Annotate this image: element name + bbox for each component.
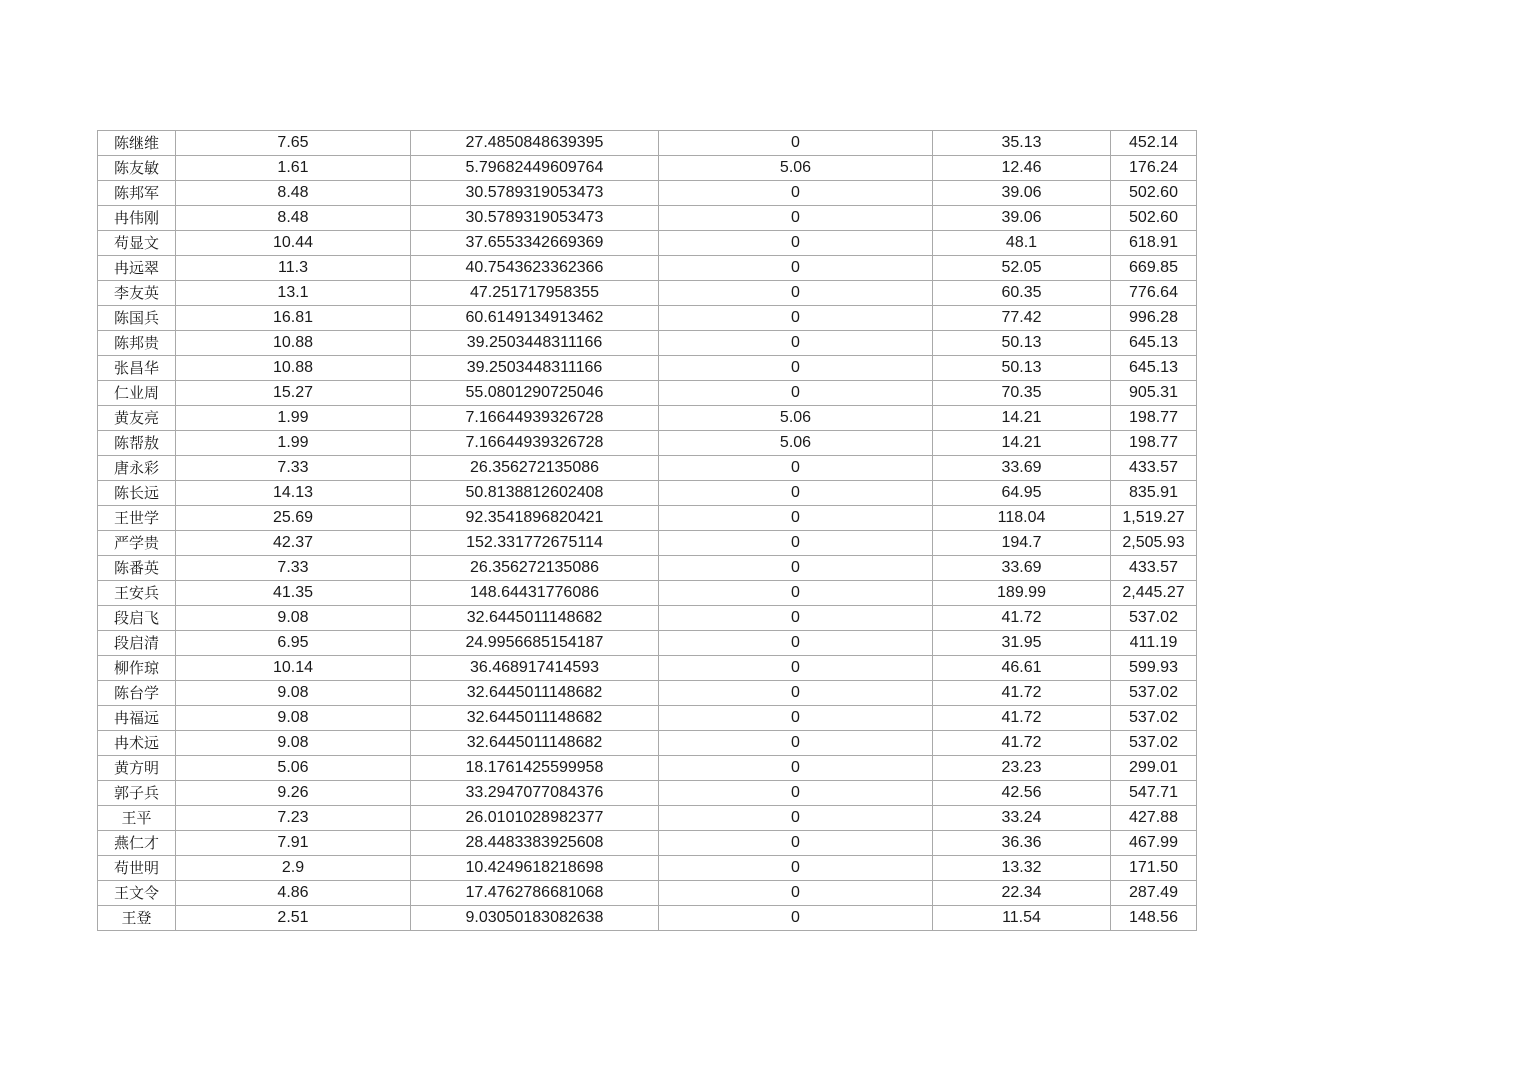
- value-cell-1: 7.91: [176, 831, 411, 856]
- value-cell-2: 26.0101028982377: [411, 806, 659, 831]
- value-cell-3: 0: [659, 906, 933, 931]
- value-cell-2: 36.468917414593: [411, 656, 659, 681]
- value-cell-2: 30.5789319053473: [411, 181, 659, 206]
- value-cell-2: 7.16644939326728: [411, 431, 659, 456]
- name-cell: 严学贵: [98, 531, 176, 556]
- table-row: [98, 231, 1197, 256]
- table-row: [98, 581, 1197, 606]
- table-row: [98, 256, 1197, 281]
- total-cell: 835.91: [1111, 481, 1197, 506]
- table-row: [98, 731, 1197, 756]
- name-cell: 柳作琼: [98, 656, 176, 681]
- value-cell-2: 30.5789319053473: [411, 206, 659, 231]
- value-cell-2: 55.0801290725046: [411, 381, 659, 406]
- value-cell-4: 194.7: [933, 531, 1111, 556]
- name-cell: 黄友亮: [98, 406, 176, 431]
- value-cell-2: 47.251717958355: [411, 281, 659, 306]
- total-cell: 537.02: [1111, 731, 1197, 756]
- table-row: [98, 706, 1197, 731]
- value-cell-3: 0: [659, 631, 933, 656]
- value-cell-4: 33.24: [933, 806, 1111, 831]
- value-cell-1: 8.48: [176, 206, 411, 231]
- name-cell: 李友英: [98, 281, 176, 306]
- value-cell-3: 0: [659, 856, 933, 881]
- table-row: [98, 906, 1197, 931]
- value-cell-3: 5.06: [659, 406, 933, 431]
- name-cell: 陈台学: [98, 681, 176, 706]
- total-cell: 427.88: [1111, 806, 1197, 831]
- value-cell-1: 41.35: [176, 581, 411, 606]
- value-cell-3: 0: [659, 331, 933, 356]
- value-cell-4: 64.95: [933, 481, 1111, 506]
- value-cell-2: 32.6445011148682: [411, 731, 659, 756]
- value-cell-4: 77.42: [933, 306, 1111, 331]
- value-cell-1: 7.33: [176, 456, 411, 481]
- value-cell-4: 12.46: [933, 156, 1111, 181]
- value-cell-3: 0: [659, 606, 933, 631]
- total-cell: 171.50: [1111, 856, 1197, 881]
- total-cell: 1,519.27: [1111, 506, 1197, 531]
- table-row: [98, 431, 1197, 456]
- value-cell-4: 70.35: [933, 381, 1111, 406]
- value-cell-1: 5.06: [176, 756, 411, 781]
- value-cell-4: 31.95: [933, 631, 1111, 656]
- value-cell-2: 148.64431776086: [411, 581, 659, 606]
- value-cell-1: 15.27: [176, 381, 411, 406]
- total-cell: 776.64: [1111, 281, 1197, 306]
- value-cell-4: 22.34: [933, 881, 1111, 906]
- table-row: [98, 656, 1197, 681]
- value-cell-3: 0: [659, 581, 933, 606]
- value-cell-4: 14.21: [933, 406, 1111, 431]
- value-cell-2: 27.4850848639395: [411, 131, 659, 156]
- total-cell: 645.13: [1111, 331, 1197, 356]
- value-cell-2: 18.1761425599958: [411, 756, 659, 781]
- table-row: [98, 856, 1197, 881]
- table-row: [98, 181, 1197, 206]
- name-cell: 张昌华: [98, 356, 176, 381]
- table-row: [98, 531, 1197, 556]
- value-cell-3: 0: [659, 831, 933, 856]
- name-cell: 段启清: [98, 631, 176, 656]
- name-cell: 冉术远: [98, 731, 176, 756]
- value-cell-2: 7.16644939326728: [411, 406, 659, 431]
- table-row: [98, 606, 1197, 631]
- value-cell-2: 40.7543623362366: [411, 256, 659, 281]
- table-row: [98, 131, 1197, 156]
- total-cell: 2,505.93: [1111, 531, 1197, 556]
- total-cell: 996.28: [1111, 306, 1197, 331]
- total-cell: 433.57: [1111, 456, 1197, 481]
- value-cell-1: 11.3: [176, 256, 411, 281]
- value-cell-4: 13.32: [933, 856, 1111, 881]
- value-cell-1: 7.23: [176, 806, 411, 831]
- value-cell-1: 25.69: [176, 506, 411, 531]
- table-row: [98, 456, 1197, 481]
- total-cell: 198.77: [1111, 431, 1197, 456]
- value-cell-4: 42.56: [933, 781, 1111, 806]
- value-cell-1: 10.88: [176, 331, 411, 356]
- value-cell-4: 41.72: [933, 606, 1111, 631]
- name-cell: 冉伟刚: [98, 206, 176, 231]
- total-cell: 618.91: [1111, 231, 1197, 256]
- total-cell: 599.93: [1111, 656, 1197, 681]
- value-cell-1: 1.99: [176, 431, 411, 456]
- value-cell-2: 32.6445011148682: [411, 606, 659, 631]
- value-cell-3: 0: [659, 206, 933, 231]
- value-cell-3: 0: [659, 481, 933, 506]
- value-cell-1: 10.14: [176, 656, 411, 681]
- value-cell-3: 0: [659, 131, 933, 156]
- total-cell: 299.01: [1111, 756, 1197, 781]
- value-cell-1: 10.88: [176, 356, 411, 381]
- total-cell: 537.02: [1111, 706, 1197, 731]
- total-cell: 669.85: [1111, 256, 1197, 281]
- total-cell: 452.14: [1111, 131, 1197, 156]
- total-cell: 537.02: [1111, 681, 1197, 706]
- value-cell-1: 16.81: [176, 306, 411, 331]
- name-cell: 郭子兵: [98, 781, 176, 806]
- table-row: [98, 681, 1197, 706]
- table-row: [98, 881, 1197, 906]
- name-cell: 陈番英: [98, 556, 176, 581]
- value-cell-1: 14.13: [176, 481, 411, 506]
- value-cell-3: 0: [659, 681, 933, 706]
- value-cell-4: 189.99: [933, 581, 1111, 606]
- value-cell-1: 42.37: [176, 531, 411, 556]
- value-cell-3: 0: [659, 381, 933, 406]
- value-cell-3: 0: [659, 756, 933, 781]
- name-cell: 唐永彩: [98, 456, 176, 481]
- value-cell-4: 36.36: [933, 831, 1111, 856]
- value-cell-4: 11.54: [933, 906, 1111, 931]
- value-cell-1: 1.61: [176, 156, 411, 181]
- value-cell-2: 9.03050183082638: [411, 906, 659, 931]
- total-cell: 2,445.27: [1111, 581, 1197, 606]
- value-cell-2: 32.6445011148682: [411, 706, 659, 731]
- table-row: [98, 356, 1197, 381]
- value-cell-4: 52.05: [933, 256, 1111, 281]
- value-cell-3: 0: [659, 356, 933, 381]
- value-cell-3: 0: [659, 231, 933, 256]
- value-cell-3: 5.06: [659, 156, 933, 181]
- total-cell: 148.56: [1111, 906, 1197, 931]
- name-cell: 陈继维: [98, 131, 176, 156]
- value-cell-4: 23.23: [933, 756, 1111, 781]
- value-cell-1: 2.9: [176, 856, 411, 881]
- value-cell-2: 92.3541896820421: [411, 506, 659, 531]
- value-cell-2: 17.4762786681068: [411, 881, 659, 906]
- value-cell-4: 48.1: [933, 231, 1111, 256]
- name-cell: 苟世明: [98, 856, 176, 881]
- value-cell-1: 9.08: [176, 706, 411, 731]
- value-cell-1: 4.86: [176, 881, 411, 906]
- value-cell-4: 33.69: [933, 556, 1111, 581]
- total-cell: 433.57: [1111, 556, 1197, 581]
- value-cell-4: 50.13: [933, 356, 1111, 381]
- table-row: [98, 631, 1197, 656]
- value-cell-1: 6.95: [176, 631, 411, 656]
- name-cell: 王平: [98, 806, 176, 831]
- table-row: [98, 481, 1197, 506]
- value-cell-2: 5.79682449609764: [411, 156, 659, 181]
- name-cell: 黄方明: [98, 756, 176, 781]
- value-cell-1: 13.1: [176, 281, 411, 306]
- value-cell-4: 39.06: [933, 206, 1111, 231]
- table-row: [98, 206, 1197, 231]
- total-cell: 905.31: [1111, 381, 1197, 406]
- table-row: [98, 756, 1197, 781]
- total-cell: 547.71: [1111, 781, 1197, 806]
- data-table: [97, 130, 1197, 931]
- total-cell: 411.19: [1111, 631, 1197, 656]
- value-cell-3: 0: [659, 281, 933, 306]
- value-cell-4: 50.13: [933, 331, 1111, 356]
- value-cell-4: 46.61: [933, 656, 1111, 681]
- value-cell-3: 0: [659, 306, 933, 331]
- value-cell-4: 118.04: [933, 506, 1111, 531]
- table-row: [98, 831, 1197, 856]
- total-cell: 537.02: [1111, 606, 1197, 631]
- value-cell-2: 50.8138812602408: [411, 481, 659, 506]
- value-cell-3: 0: [659, 806, 933, 831]
- value-cell-2: 37.6553342669369: [411, 231, 659, 256]
- table-row: [98, 506, 1197, 531]
- value-cell-3: 0: [659, 656, 933, 681]
- value-cell-4: 33.69: [933, 456, 1111, 481]
- total-cell: 467.99: [1111, 831, 1197, 856]
- value-cell-1: 8.48: [176, 181, 411, 206]
- table-row: [98, 406, 1197, 431]
- total-cell: 645.13: [1111, 356, 1197, 381]
- value-cell-4: 60.35: [933, 281, 1111, 306]
- name-cell: 仁业周: [98, 381, 176, 406]
- name-cell: 陈国兵: [98, 306, 176, 331]
- value-cell-4: 41.72: [933, 681, 1111, 706]
- value-cell-3: 0: [659, 256, 933, 281]
- total-cell: 502.60: [1111, 181, 1197, 206]
- name-cell: 陈邦贵: [98, 331, 176, 356]
- value-cell-3: 0: [659, 731, 933, 756]
- name-cell: 冉福远: [98, 706, 176, 731]
- value-cell-2: 28.4483383925608: [411, 831, 659, 856]
- value-cell-2: 26.356272135086: [411, 556, 659, 581]
- table-body: [98, 131, 1197, 931]
- total-cell: 176.24: [1111, 156, 1197, 181]
- value-cell-3: 5.06: [659, 431, 933, 456]
- value-cell-1: 1.99: [176, 406, 411, 431]
- value-cell-2: 60.6149134913462: [411, 306, 659, 331]
- value-cell-4: 41.72: [933, 706, 1111, 731]
- value-cell-2: 39.2503448311166: [411, 331, 659, 356]
- value-cell-2: 152.331772675114: [411, 531, 659, 556]
- value-cell-1: 9.08: [176, 606, 411, 631]
- total-cell: 502.60: [1111, 206, 1197, 231]
- value-cell-1: 9.08: [176, 731, 411, 756]
- value-cell-3: 0: [659, 881, 933, 906]
- value-cell-2: 24.9956685154187: [411, 631, 659, 656]
- table-row: [98, 331, 1197, 356]
- value-cell-2: 32.6445011148682: [411, 681, 659, 706]
- value-cell-3: 0: [659, 556, 933, 581]
- name-cell: 王登: [98, 906, 176, 931]
- value-cell-2: 10.4249618218698: [411, 856, 659, 881]
- value-cell-4: 14.21: [933, 431, 1111, 456]
- value-cell-3: 0: [659, 706, 933, 731]
- total-cell: 287.49: [1111, 881, 1197, 906]
- value-cell-3: 0: [659, 181, 933, 206]
- name-cell: 段启飞: [98, 606, 176, 631]
- name-cell: 陈帮敖: [98, 431, 176, 456]
- value-cell-3: 0: [659, 531, 933, 556]
- value-cell-4: 35.13: [933, 131, 1111, 156]
- value-cell-3: 0: [659, 781, 933, 806]
- table-row: [98, 306, 1197, 331]
- value-cell-1: 9.08: [176, 681, 411, 706]
- name-cell: 王世学: [98, 506, 176, 531]
- name-cell: 冉远翠: [98, 256, 176, 281]
- value-cell-1: 7.33: [176, 556, 411, 581]
- table-row: [98, 781, 1197, 806]
- table-row: [98, 806, 1197, 831]
- name-cell: 王安兵: [98, 581, 176, 606]
- value-cell-1: 7.65: [176, 131, 411, 156]
- table-row: [98, 381, 1197, 406]
- name-cell: 陈邦军: [98, 181, 176, 206]
- table-row: [98, 281, 1197, 306]
- value-cell-2: 33.2947077084376: [411, 781, 659, 806]
- name-cell: 陈友敏: [98, 156, 176, 181]
- table-row: [98, 556, 1197, 581]
- value-cell-4: 41.72: [933, 731, 1111, 756]
- value-cell-3: 0: [659, 506, 933, 531]
- name-cell: 燕仁才: [98, 831, 176, 856]
- table-row: [98, 156, 1197, 181]
- name-cell: 苟显文: [98, 231, 176, 256]
- value-cell-1: 2.51: [176, 906, 411, 931]
- value-cell-2: 26.356272135086: [411, 456, 659, 481]
- name-cell: 陈长远: [98, 481, 176, 506]
- name-cell: 王文令: [98, 881, 176, 906]
- value-cell-1: 9.26: [176, 781, 411, 806]
- value-cell-4: 39.06: [933, 181, 1111, 206]
- total-cell: 198.77: [1111, 406, 1197, 431]
- value-cell-2: 39.2503448311166: [411, 356, 659, 381]
- value-cell-3: 0: [659, 456, 933, 481]
- value-cell-1: 10.44: [176, 231, 411, 256]
